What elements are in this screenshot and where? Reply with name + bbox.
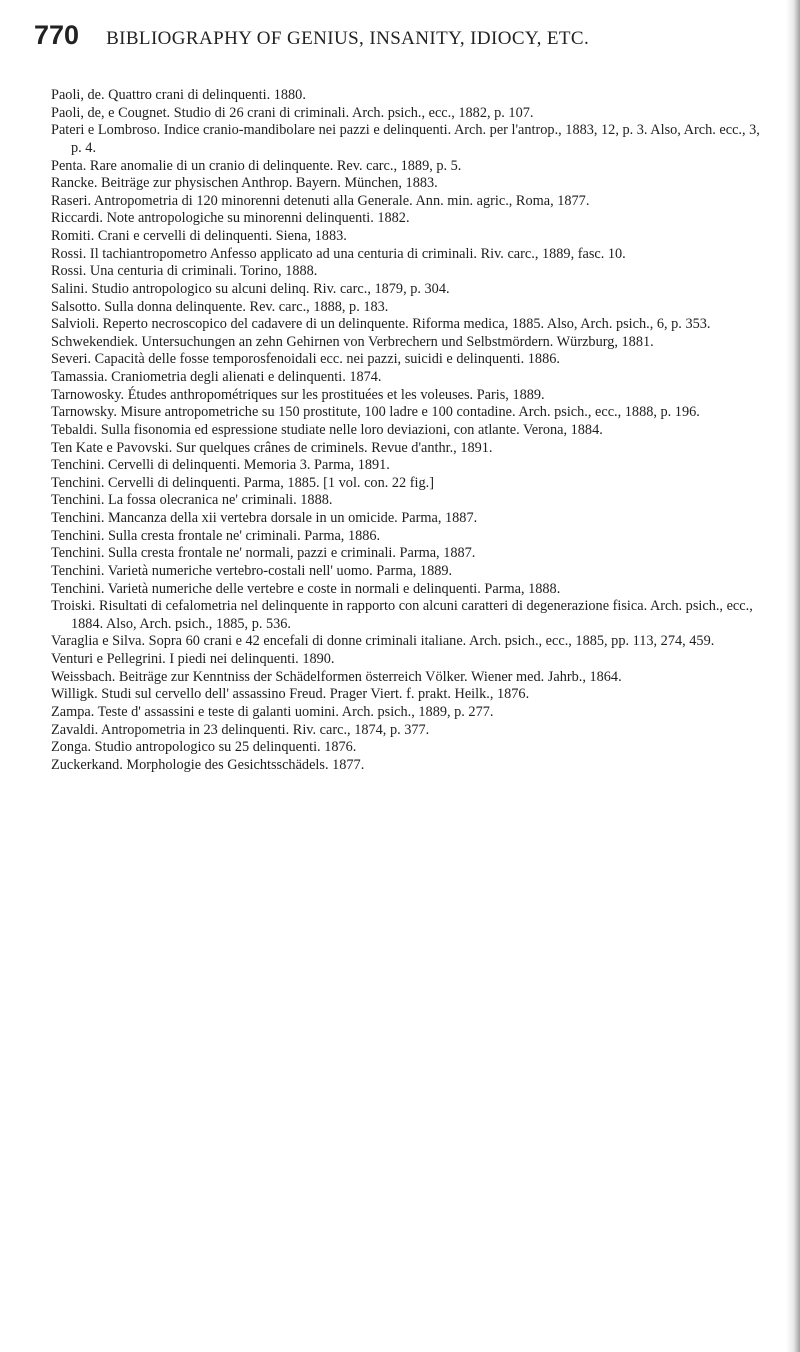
bibliography-entry: Tenchini. Mancanza della xii vertebra dorsale in un omicide. Parma, 1887. [51,510,478,526]
bibliography-entry: Romiti. Crani e cervelli di delinquenti. Siena, 1883. [51,228,347,244]
bibliography-entry: Penta. Rare anomalie di un cranio di delinquente. Rev. carc., 1889, p. 5. [51,157,462,174]
bibliography-entry: Tenchini. Cervelli di delinquenti. Parma, 1885. [1 vol. con. 22 fig.] [51,474,434,491]
bibliography-entry: Tenchini. Sulla cresta frontale ne' criminali. Parma, 1886. [51,527,381,544]
bibliography-list [51,87,767,774]
page-header [34,20,589,51]
bibliography-entry: Tenchini. Sulla cresta frontale ne' normali, pazzi e criminali. Parma, 1887. [51,545,476,562]
bibliography-entry: Pateri e Lombroso. Indice cranio-mandibolare nei pazzi e delinquenti. Arch. per l'antrop., 1883, 12, p. 3. Also, Arch. ecc., 3, p. 4. [51,122,760,156]
bibliography-entry: Tarnowsky. Misure antropometriche su 150 prostitute, 100 ladre e 100 contadine. Arch. psich., ecc., 1888, p. 196. [51,404,700,421]
page-edge-shadow [786,0,800,1352]
bibliography-entry: Zavaldi. Antropometria in 23 delinquenti. Riv. carc., 1874, p. 377. [51,721,430,738]
bibliography-entry: Salvioli. Reperto necroscopico del cadavere di un delinquente. Riforma medica, 1885. Also, Arch. psich., 6, p. 353. [51,316,711,333]
page-number: 770 [34,20,80,50]
bibliography-entry: Rancke. Beiträge zur physischen Anthrop. Bayern. München, 1883. [51,175,438,192]
bibliography-entry: Tamassia. Craniometria degli alienati e delinquenti. 1874. [51,369,382,385]
bibliography-entry: Venturi e Pellegrini. I piedi nei delinquenti. 1890. [51,651,335,667]
bibliography-entry: Tebaldi. Sulla fisonomia ed espressione studiate nelle loro deviazioni, con atlante. Verona, 1884. [51,421,603,438]
bibliography-entry: Tenchini. Varietà numeriche delle vertebre e coste in normali e delinquenti. Parma, 1888. [51,580,561,597]
bibliography-entry: Severi. Capacità delle fosse temporosfenoidali ecc. nei pazzi, suicidi e delinquenti. 1886. [51,351,560,368]
bibliography-entry: Tarnowosky. Études anthropométriques sur les prostituées et les voleuses. Paris, 1889. [51,386,545,403]
bibliography-entry: Riccardi. Note antropologiche su minorenni delinquenti. 1882. [51,210,410,227]
bibliography-entry: Salsotto. Sulla donna delinquente. Rev. carc., 1888, p. 183. [51,298,389,315]
bibliography-entry: Rossi. Il tachiantropometro Anfesso applicato ad una centuria di criminali. Riv. carc., 1889, fasc. 10. [51,245,626,262]
bibliography-entry: Varaglia e Silva. Sopra 60 crani e 42 encefali di donne criminali italiane. Arch. psich., ecc., 1885, pp. 113, 274, 459. [51,633,715,650]
bibliography-entry: Zampa. Teste d' assassini e teste di galanti uomini. Arch. psich., 1889, p. 277. [51,703,494,720]
bibliography-entry: Tenchini. Cervelli di delinquenti. Memoria 3. Parma, 1891. [51,457,390,474]
bibliography-entry: Schwekendiek. Untersuchungen an zehn Gehirnen von Verbrechern und Selbstmördern. Würzburg, 1881. [51,333,654,350]
bibliography-entry: Rossi. Una centuria di criminali. Torino, 1888. [51,263,318,280]
bibliography-entry: Zonga. Studio antropologico su 25 delinquenti. 1876. [51,739,357,756]
bibliography-entry: Salini. Studio antropologico su alcuni delinq. Riv. carc., 1879, p. 304. [51,280,450,297]
bibliography-entry: Ten Kate e Pavovski. Sur quelques crânes de criminels. Revue d'anthr., 1891. [51,439,493,456]
running-title: BIBLIOGRAPHY OF GENIUS, INSANITY, IDIOCY, ETC. [106,28,590,49]
bibliography-entry: Paoli, de. Quattro crani di delinquenti. 1880. [51,87,306,103]
bibliography-entry: Troiski. Risultati di cefalometria nel delinquente in rapporto con alcuni caratteri di degenerazione fisica. Arch. psich., ecc., 1884. Also, Arch. psich., 1885, p. 536. [51,598,753,632]
bibliography-entry: Raseri. Antropometria di 120 minorenni detenuti alla Generale. Ann. min. agric., Roma, 1877. [51,192,590,209]
bibliography-entry: Paoli, de, e Cougnet. Studio di 26 crani di criminali. Arch. psich., ecc., 1882, p. 107. [51,104,534,121]
bibliography-entry: Willigk. Studi sul cervello dell' assassino Freud. Prager Viert. f. prakt. Heilk., 1876. [51,686,530,703]
bibliography-entry: Zuckerkand. Morphologie des Gesichtsschädels. 1877. [51,756,365,773]
bibliography-entry: Tenchini. Varietà numeriche vertebro-costali nell' uomo. Parma, 1889. [51,562,453,579]
bibliography-entry: Weissbach. Beiträge zur Kenntniss der Schädelformen österreich Völker. Wiener med. Jahrb., 1864. [51,668,622,685]
bibliography-entry: Tenchini. La fossa olecranica ne' criminali. 1888. [51,492,333,509]
